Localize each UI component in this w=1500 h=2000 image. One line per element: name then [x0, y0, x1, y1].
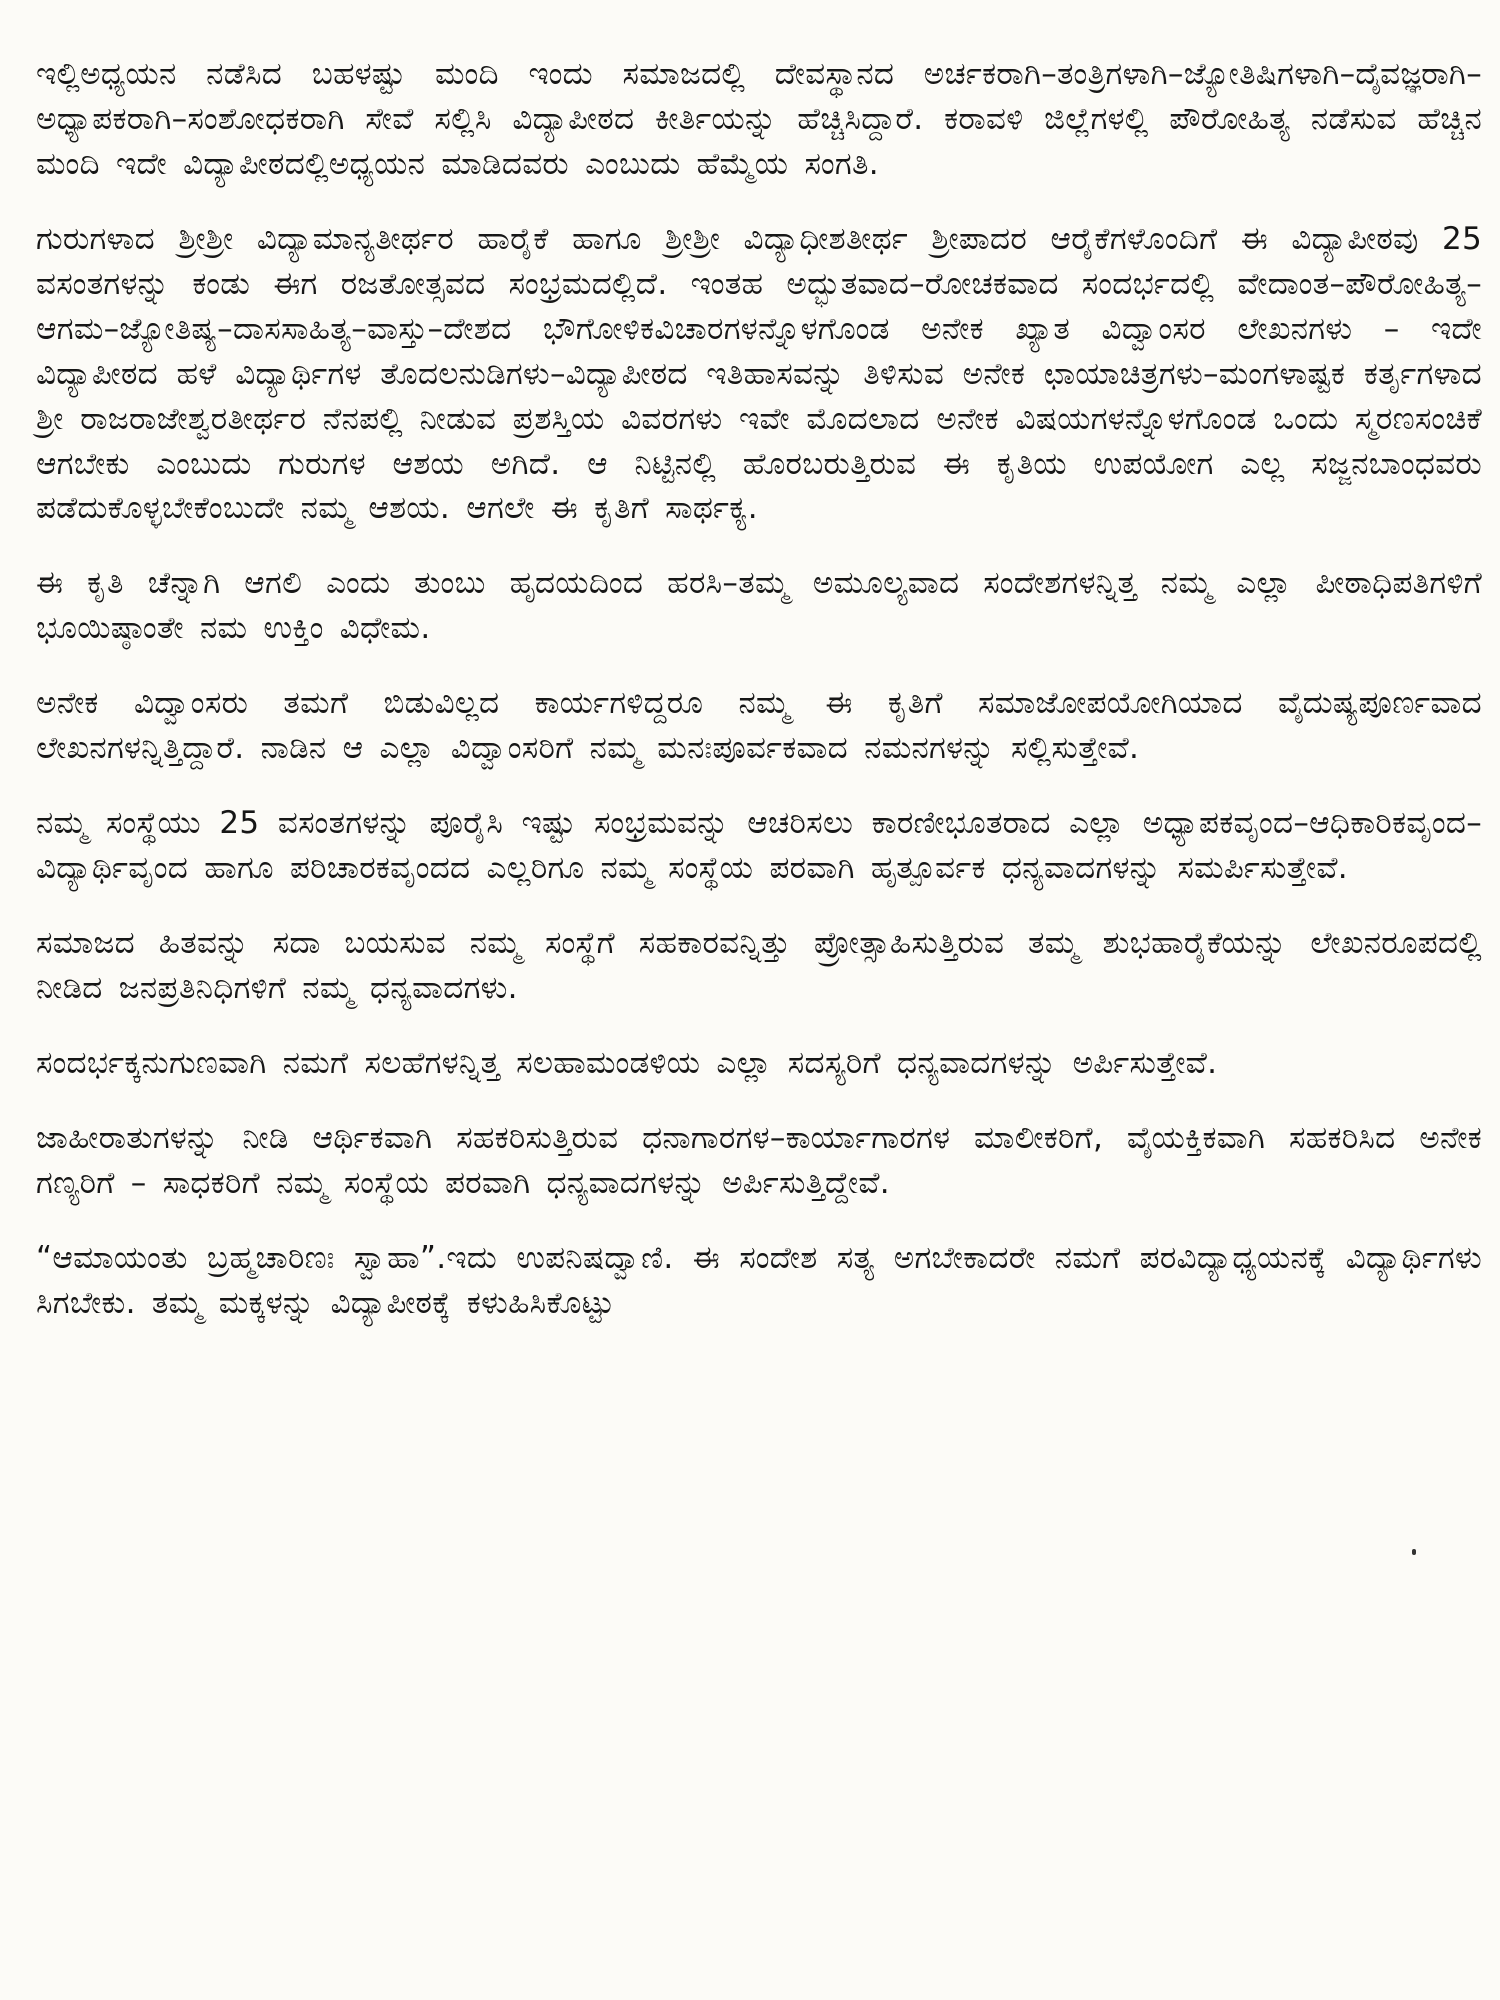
paragraph-alumni: ಇಲ್ಲಿಅಧ್ಯಯನ ನಡೆಸಿದ ಬಹಳಷ್ಟು ಮಂದಿ ಇಂದು ಸಮಾಜದಲ್ಲಿ ದೇವಸ್ಥಾನದ ಅರ್ಚಕರಾಗಿ–ತಂತ್ರಿಗಳಾಗಿ–ಜ್ಯೋತಿಷಿಗಳಾಗಿ–ದೈವಜ್ಞರಾಗಿ–ಅಧ್ಯಾಪಕರಾಗಿ–ಸಂಶೋಧಕರಾಗಿ ಸೇವೆ ಸಲ್ಲಿಸಿ ವಿದ್ಯಾಪೀಠದ ಕೀರ್ತಿಯನ್ನು ಹೆಚ್ಚಿಸಿದ್ದಾರೆ. ಕರಾವಳಿ ಜಿಲ್ಲೆಗಳಲ್ಲಿ ಪೌರೋಹಿತ್ಯ ನಡೆಸುವ ಹೆಚ್ಚಿನ ಮಂದಿ ಇದೇ ವಿದ್ಯಾಪೀಠದಲ್ಲಿಅಧ್ಯಯನ ಮಾಡಿದವರು ಎಂಬುದು ಹೆಮ್ಮೆಯ ಸಂಗತಿ.	[36, 56, 1482, 182]
paragraph-scholars-thanks: ಅನೇಕ ವಿದ್ವಾಂಸರು ತಮಗೆ ಬಿಡುವಿಲ್ಲದ ಕಾರ್ಯಗಳಿದ್ದರೂ ನಮ್ಮ ಈ ಕೃತಿಗೆ ಸಮಾಜೋಪಯೋಗಿಯಾದ ವೈದುಷ್ಯಪೂರ್ಣವಾದ ಲೇಖನಗಳನ್ನಿತ್ತಿದ್ದಾರೆ. ನಾಡಿನ ಆ ಎಲ್ಲಾ ವಿದ್ವಾಂಸರಿಗೆ ನಮ್ಮ ಮನಃಪೂರ್ವಕವಾದ ನಮನಗಳನ್ನು ಸಲ್ಲಿಸುತ್ತೇವೆ.	[36, 685, 1482, 767]
paragraph-upanishad-quote: “ಆಮಾಯಂತು ಬ್ರಹ್ಮಚಾರಿಣಃ ಸ್ವಾಹಾ”.ಇದು ಉಪನಿಷದ್ವಾಣಿ. ಈ ಸಂದೇಶ ಸತ್ಯ ಅಗಬೇಕಾದರೇ ನಮಗೆ ಪರವಿದ್ಯಾಧ್ಯಯನಕ್ಕೆ ವಿದ್ಯಾರ್ಥಿಗಳು ಸಿಗಬೇಕು. ತಮ್ಮ ಮಕ್ಕಳನ್ನು ವಿದ್ಯಾಪೀಠಕ್ಕೆ ಕಳುಹಿಸಿಕೊಟ್ಟು	[36, 1239, 1482, 1321]
paragraph-pontiffs-thanks: ಈ ಕೃತಿ ಚೆನ್ನಾಗಿ ಆಗಲಿ ಎಂದು ತುಂಬು ಹೃದಯದಿಂದ ಹರಸಿ–ತಮ್ಮ ಅಮೂಲ್ಯವಾದ ಸಂದೇಶಗಳನ್ನಿತ್ತ ನಮ್ಮ ಎಲ್ಲಾ ಪೀಠಾಧಿಪತಿಗಳಿಗೆ ಭೂಯಿಷ್ಠಾಂತೇ ನಮ ಉಕ್ತಿಂ ವಿಧೇಮ.	[36, 565, 1482, 647]
scan-speck	[1412, 1549, 1416, 1555]
paragraph-silver-jubilee: ಗುರುಗಳಾದ ಶ್ರೀಶ್ರೀ ವಿದ್ಯಾಮಾನ್ಯತೀರ್ಥರ ಹಾರೈಕೆ ಹಾಗೂ ಶ್ರೀಶ್ರೀ ವಿದ್ಯಾಧೀಶತೀರ್ಥ ಶ್ರೀಪಾದರ ಆರೈಕೆಗಳೊಂದಿಗೆ ಈ ವಿದ್ಯಾಪೀಠವು 25 ವಸಂತಗಳನ್ನು ಕಂಡು ಈಗ ರಜತೋತ್ಸವದ ಸಂಭ್ರಮದಲ್ಲಿದೆ. ಇಂತಹ ಅದ್ಭುತವಾದ–ರೋಚಕವಾದ ಸಂದರ್ಭದಲ್ಲಿ ವೇದಾಂತ–ಪೌರೋಹಿತ್ಯ–ಆಗಮ–ಜ್ಯೋತಿಷ್ಯ–ದಾಸಸಾಹಿತ್ಯ–ವಾಸ್ತು–ದೇಶದ ಭೌಗೋಳಿಕವಿಚಾರಗಳನ್ನೊಳಗೊಂಡ ಅನೇಕ ಖ್ಯಾತ ವಿದ್ವಾಂಸರ ಲೇಖನಗಳು – ಇದೇ ವಿದ್ಯಾಪೀಠದ ಹಳೆ ವಿದ್ಯಾರ್ಥಿಗಳ ತೊದಲನುಡಿಗಳು–ವಿದ್ಯಾಪೀಠದ ಇತಿಹಾಸವನ್ನು ತಿಳಿಸುವ ಅನೇಕ ಛಾಯಾಚಿತ್ರಗಳು–ಮಂಗಳಾಷ್ಟಕ ಕರ್ತೃಗಳಾದ ಶ್ರೀ ರಾಜರಾಜೇಶ್ವರತೀರ್ಥರ ನೆನಪಲ್ಲಿ ನೀಡುವ ಪ್ರಶಸ್ತಿಯ ವಿವರಗಳು ಇವೇ ಮೊದಲಾದ ಅನೇಕ ವಿಷಯಗಳನ್ನೊಳಗೊಂಡ ಒಂದು ಸ್ಮರಣಸಂಚಿಕೆ ಆಗಬೇಕು ಎಂಬುದು ಗುರುಗಳ ಆಶಯ ಅಗಿದೆ. ಆ ನಿಟ್ಟಿನಲ್ಲಿ ಹೊರಬರುತ್ತಿರುವ ಈ ಕೃತಿಯ ಉಪಯೋಗ ಎಲ್ಲ ಸಜ್ಜನಬಾಂಧವರು ಪಡೆದುಕೊಳ್ಳಬೇಕೆಂಬುದೇ ನಮ್ಮ ಆಶಯ. ಆಗಲೇ ಈ ಕೃತಿಗೆ ಸಾರ್ಥಕ್ಯ.	[36, 220, 1482, 527]
paragraph-advisory-thanks: ಸಂದರ್ಭಕ್ಕನುಗುಣವಾಗಿ ನಮಗೆ ಸಲಹೆಗಳನ್ನಿತ್ತ ಸಲಹಾಮಂಡಳಿಯ ಎಲ್ಲಾ ಸದಸ್ಯರಿಗೆ ಧನ್ಯವಾದಗಳನ್ನು ಅರ್ಪಿಸುತ್ತೇವೆ.	[36, 1044, 1218, 1081]
paragraph-representatives-thanks: ಸಮಾಜದ ಹಿತವನ್ನು ಸದಾ ಬಯಸುವ ನಮ್ಮ ಸಂಸ್ಥೆಗೆ ಸಹಕಾರವನ್ನಿತ್ತು ಪ್ರೋತ್ಸಾಹಿಸುತ್ತಿರುವ ತಮ್ಮ ಶುಭಹಾರೈಕೆಯನ್ನು ಲೇಖನರೂಪದಲ್ಲಿ ನೀಡಿದ ಜನಪ್ರತಿನಿಧಿಗಳಿಗೆ ನಮ್ಮ ಧನ್ಯವಾದಗಳು.	[36, 925, 1482, 1006]
paragraph-staff-thanks: ನಮ್ಮ ಸಂಸ್ಥೆಯು 25 ವಸಂತಗಳನ್ನು ಪೂರೈಸಿ ಇಷ್ಟು ಸಂಭ್ರಮವನ್ನು ಆಚರಿಸಲು ಕಾರಣೀಭೂತರಾದ ಎಲ್ಲಾ ಅಧ್ಯಾಪಕವೃಂದ–ಆಧಿಕಾರಿಕವೃಂದ–ವಿದ್ಯಾರ್ಥಿವೃಂದ ಹಾಗೂ ಪರಿಚಾರಕವೃಂದದ ಎಲ್ಲರಿಗೂ ನಮ್ಮ ಸಂಸ್ಥೆಯ ಪರವಾಗಿ ಹೃತ್ಪೂರ್ವಕ ಧನ್ಯವಾದಗಳನ್ನು ಸಮರ್ಪಿಸುತ್ತೇವೆ.	[36, 805, 1482, 887]
paragraph-sponsors-thanks: ಜಾಹೀರಾತುಗಳನ್ನು ನೀಡಿ ಆರ್ಥಿಕವಾಗಿ ಸಹಕರಿಸುತ್ತಿರುವ ಧನಾಗಾರಗಳ–ಕಾರ್ಯಾಗಾರಗಳ ಮಾಲೀಕರಿಗೆ, ವೈಯಕ್ತಿಕವಾಗಿ ಸಹಕರಿಸಿದ ಅನೇಕ ಗಣ್ಯರಿಗೆ – ಸಾಧಕರಿಗೆ ನಮ್ಮ ಸಂಸ್ಥೆಯ ಪರವಾಗಿ ಧನ್ಯವಾದಗಳನ್ನು ಅರ್ಪಿಸುತ್ತಿದ್ದೇವೆ.	[36, 1119, 1482, 1201]
